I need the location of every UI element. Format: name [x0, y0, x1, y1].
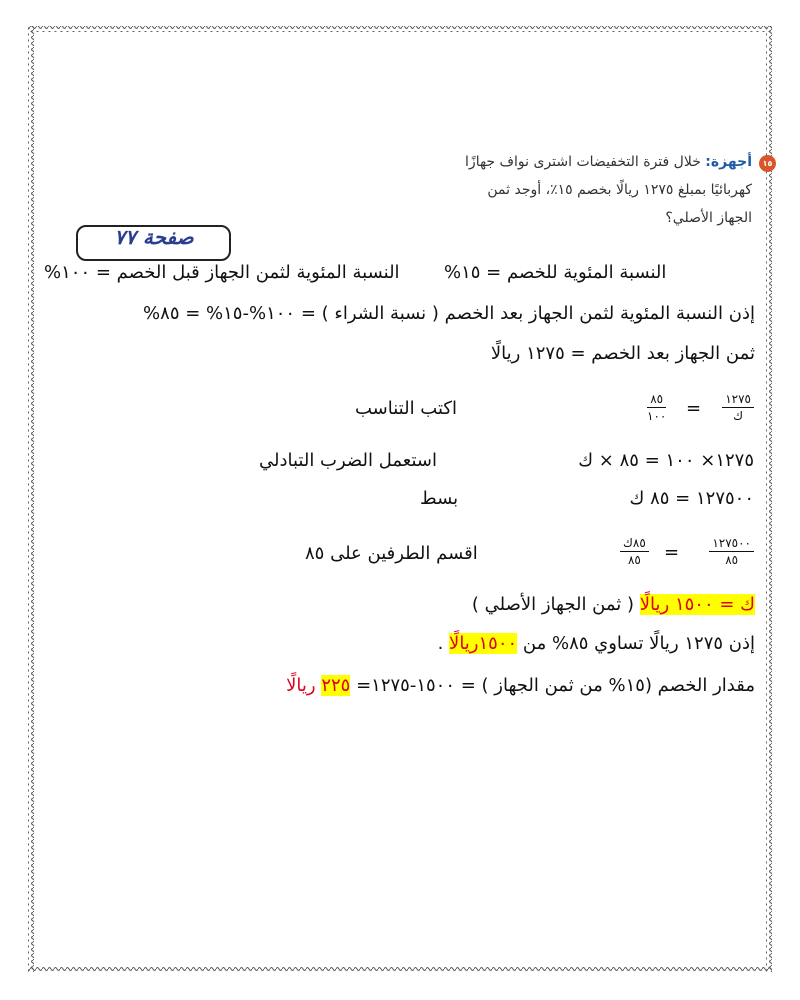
line-price-after-discount: ثمن الجهاز بعد الخصم = ١٢٧٥ ريالًا [490, 343, 755, 364]
problem-line-1-text: خلال فترة التخفيضات اشترى نواف جهازًا [465, 154, 706, 170]
conclusion-line [438, 633, 755, 654]
line-original-percent: النسبة المئوية لثمن الجهاز قبل الخصم = ١٠٠% [44, 262, 400, 283]
step1-label: اكتب التناسب [355, 398, 457, 419]
result-highlight: ك = ١٥٠٠ ريالًا [639, 594, 755, 615]
step2-equation: ١٢٧٥× ١٠٠ = ٨٥ × ك [578, 450, 754, 471]
problem-line-2: كهربائيًا بمبلغ ١٢٧٥ ريالًا بخصم ١٥٪، أوجد ثمن [487, 182, 752, 198]
discount-amount-line [286, 675, 755, 696]
line-purchase-percent: إذن النسبة المئوية لثمن الجهاز بعد الخصم ( نسبة الشراء ) = ١٠٠%-١٥% = ٨٥% [143, 303, 755, 324]
step1-frac-right-num: ٨٥ [647, 392, 666, 408]
step4-fraction-right [620, 536, 649, 567]
problem-keyword: أجهزة: [705, 154, 752, 170]
line-discount-percent: النسبة المئوية للخصم = ١٥% [444, 262, 667, 283]
discount-highlight: ٢٢٥ [321, 675, 351, 696]
problem-line-3: الجهاز الأصلي؟ [665, 210, 752, 226]
step4-frac-left-den: ٨٥ [725, 553, 739, 567]
step4-frac-left-num: ١٢٧٥٠٠ [709, 536, 754, 552]
conclusion-highlight: ١٥٠٠ريالًا [449, 633, 518, 654]
discount-text: مقدار الخصم (١٥% من ثمن الجهاز ) = ١٥٠٠-١٢٧٥= [350, 675, 755, 696]
step2-label: استعمل الضرب التبادلي [259, 450, 437, 471]
step1-equals: = [686, 398, 702, 419]
step4-fraction-left [709, 536, 754, 567]
result-note: ( ثمن الجهاز الأصلي ) [471, 594, 640, 615]
step1-frac-left-num: ١٢٧٥ [722, 392, 754, 408]
problem-number-badge: ١٥ [759, 155, 776, 172]
conclusion-text: إذن ١٢٧٥ ريالًا تساوي ٨٥% من [517, 633, 755, 654]
step1-frac-right-den: ١٠٠ [647, 409, 667, 423]
step1-fraction-left [722, 392, 754, 423]
step4-label: اقسم الطرفين على ٨٥ [305, 543, 478, 564]
step4-frac-right-den: ٨٥ [627, 553, 641, 567]
step1-fraction-right [647, 392, 666, 423]
problem-line-1 [465, 154, 752, 170]
discount-unit: ريالًا [286, 675, 322, 696]
result-line [472, 594, 755, 615]
step4-frac-right-num: ٨٥ك [620, 536, 649, 552]
step3-equation: ١٢٧٥٠٠ = ٨٥ ك [629, 488, 754, 509]
step4-equals: = [664, 542, 680, 563]
conclusion-end: . [437, 633, 450, 654]
page-badge-label: صفحة ٧٧ [114, 225, 194, 249]
step3-label: بسط [420, 488, 459, 509]
step1-frac-left-den: ك [733, 409, 744, 423]
